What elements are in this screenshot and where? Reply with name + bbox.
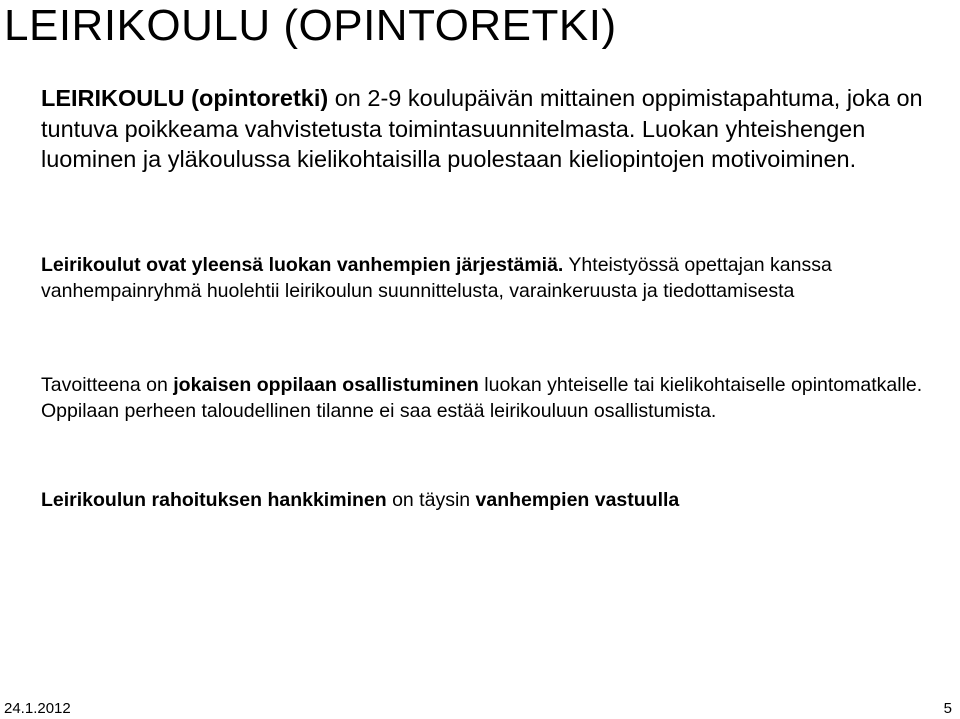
definition-term: LEIRIKOULU (opintoretki): [41, 85, 329, 111]
paragraph-funding: [41, 488, 941, 514]
footer-date: 24.1.2012: [4, 700, 71, 717]
paragraph-organizers: [41, 253, 941, 304]
slide-title: LEIRIKOULU (OPINTORETKI): [4, 1, 617, 50]
goal-intro: Tavoitteena on: [41, 374, 174, 396]
funding-connector: on täysin: [386, 489, 476, 511]
funding-subject: Leirikoulun rahoituksen hankkiminen: [41, 489, 387, 511]
definition-text: on 2-9 koulupäivän mittainen oppimistapahtuma, joka on tuntuva poikkeama vahvistetusta toimintasuunnitelmasta. Luokan yhteishengen luominen ja yläkoulussa kielikohtaisilla puolestaan kieliopintojen motivoiminen.: [41, 85, 923, 172]
organizers-lead: Leirikoulut ovat yleensä luokan vanhempien järjestämiä.: [41, 254, 564, 276]
paragraph-goal: [41, 373, 941, 424]
goal-text: luokan yhteiselle tai kielikohtaiselle opintomatkalle. Oppilaan perheen taloudellinen tilanne ei saa estää leirikouluun osallistumista.: [41, 374, 923, 422]
paragraph-definition: [41, 83, 941, 175]
goal-emphasis: jokaisen oppilaan osallistuminen: [173, 374, 479, 396]
organizers-text: Yhteistyössä opettajan kanssa vanhempainryhmä huolehtii leirikoulun suunnittelusta, varainkeruusta ja tiedottamisesta: [41, 254, 832, 302]
page-number: 5: [943, 700, 952, 717]
funding-responsibility: vanhempien vastuulla: [475, 489, 680, 511]
